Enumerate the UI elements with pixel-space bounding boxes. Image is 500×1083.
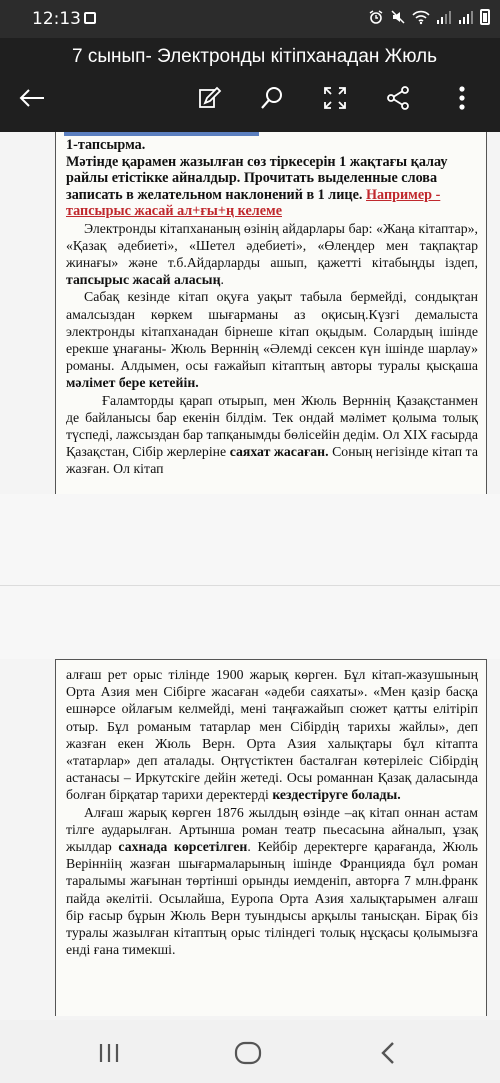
home-icon[interactable] <box>228 1038 268 1068</box>
paragraph-4-text: алғаш рет орыс тілінде 1900 жарық көрген. Бұл кітап-жазушының Орта Азия мен Сібірге жасаған «әдеби саяхаты». «Мен қазір басқа ешнәрсе ойлағым келмейді, мені таңғажайып сюжет қатты елітіріп отыр. Бұл романым татарлар мен Сібірдің тарихы жайлы», деп жазған екен Жюль Верн. Орта Азия халықтары бұл кітапта «татарлар» деп аталады. Оңтүстіктен басталған көтерілеіс Сібірдің астанасы – Иркутскіге дейін жетеді. Осы романнан Қазақ даласында болған бірқатар тарихи деректерді <box>66 667 478 803</box>
paragraph-4-bold: кездестіруге болады. <box>272 787 401 803</box>
document-page-1 <box>55 132 487 494</box>
paragraph-1-bold: тапсырыс жасай аласың <box>66 272 221 288</box>
task-number: 1-тапсырма. <box>66 137 146 153</box>
paragraph-5-text: Алғаш жарық көрген 1876 жылдың өзінде –ақ кітап оннан астам тілге аударылған. Артынша роман театр пьесасына айналып, ұзақ жылдар <box>66 804 478 855</box>
more-icon[interactable] <box>446 82 478 114</box>
back-icon[interactable] <box>368 1038 408 1068</box>
edit-icon[interactable] <box>194 82 226 114</box>
task-instructions <box>66 154 478 220</box>
paragraph-1 <box>66 220 478 289</box>
alarm-icon <box>368 9 384 25</box>
document-title: 7 сынып- Электронды кітіпханадан Жюль <box>72 46 438 67</box>
paragraph-2 <box>66 288 478 391</box>
mute-icon <box>390 9 406 25</box>
search-icon[interactable] <box>256 82 288 114</box>
paragraph-1-end: . <box>220 272 224 288</box>
paragraph-3-text: Ғаламторды қарап отырып, мен Жюль Верннің Қазақстанмен де байланысы бар екенін білдім. Тек ондай мәлімет қолыма толық түспеді, лажсыздан бар тапқанымды бөлісейін дедім. Ол XIX ғасырда Қазақстан, Сібір жерлеріне <box>66 392 478 460</box>
paragraph-5 <box>66 804 478 959</box>
fullscreen-icon[interactable] <box>319 82 351 114</box>
recent-apps-icon[interactable] <box>89 1038 129 1068</box>
back-arrow-icon[interactable] <box>16 82 48 114</box>
signal-icon-2 <box>458 9 474 25</box>
signal-icon-1 <box>436 9 452 25</box>
paragraph-3 <box>66 392 478 478</box>
status-bar <box>0 0 500 38</box>
paragraph-3-bold: саяхат жасаған. <box>229 444 329 460</box>
task-example: Например - тапсырыс жасай ал+ғы+ң келеме <box>66 186 441 219</box>
paragraph-3-end: Соның негізінде кітап та жазған. Ол кітап <box>66 444 478 477</box>
navigation-bar <box>0 1020 500 1083</box>
page-header-strip <box>64 132 259 136</box>
paragraph-5-bold: сахнада көрсетілген <box>118 839 248 855</box>
app-bar <box>0 38 500 132</box>
status-icons <box>368 9 490 25</box>
gallery-notification-icon <box>84 12 96 24</box>
document-page-2 <box>55 659 487 1016</box>
task-instructions-text: Мәтінде қарамен жазылған сөз тіркесерін 1 жақтағы қалау райлы етістікке айналдыр. Прочитать выделенные слова записать в желательном наклонений в 1 лице. <box>66 153 448 203</box>
paragraph-2-bold: мәлімет бере кетейін. <box>66 375 199 391</box>
status-time: 12:13 <box>32 9 81 29</box>
paragraph-2-text: Сабақ кезінде кітап оқуға уақыт табыла бермейді, сондықтан амалсыздан көркем шығарманы аз оқисың.Күзгі демалыста электронды кітапханадан бірнеше кітап оқыдым. Солардың ішінде ерекше ұнағаны- Жюль Верннің «Әлемді сексен күн ішінде шарлау» романы. Алдымен, осы ғажайып кітаптың авторы туралы қысқаша <box>66 289 478 374</box>
wifi-icon <box>412 9 430 25</box>
paragraph-5-end: . Кейбір деректерге қарағанда, Жюль Верінніің жазған шығармаларының ішінде Францияда бұл роман таралымы жағынан төртінші орынды иемденіп, авторға 7 млн.франк пайда әкелітіі. Осылайша, Еуропа Орта Азия халықтарымен алғаш бір ғасыр бұрын Жюль Верн туындысы арқылы танысқан. Бірақ біз туралы жазылған кітаптың орыс тіліндегі толық нұсқасы қолымызға енді ғана тимекші. <box>66 839 478 958</box>
page-divider <box>0 585 500 586</box>
battery-icon <box>480 9 490 25</box>
paragraph-4 <box>66 666 478 804</box>
page-gap <box>0 494 500 659</box>
share-icon[interactable] <box>382 82 414 114</box>
paragraph-1-text: Электронды кітапхананың өзінің айдарлары бар: «Жаңа кітаптар», «Қазақ әдебиеті», «Шетел әдебиеті», «Өлеңдер мен тақпақтар жинағы» және т.б.Айдарларды ашып, қажетті кітабыңды іздеп, <box>66 220 478 270</box>
